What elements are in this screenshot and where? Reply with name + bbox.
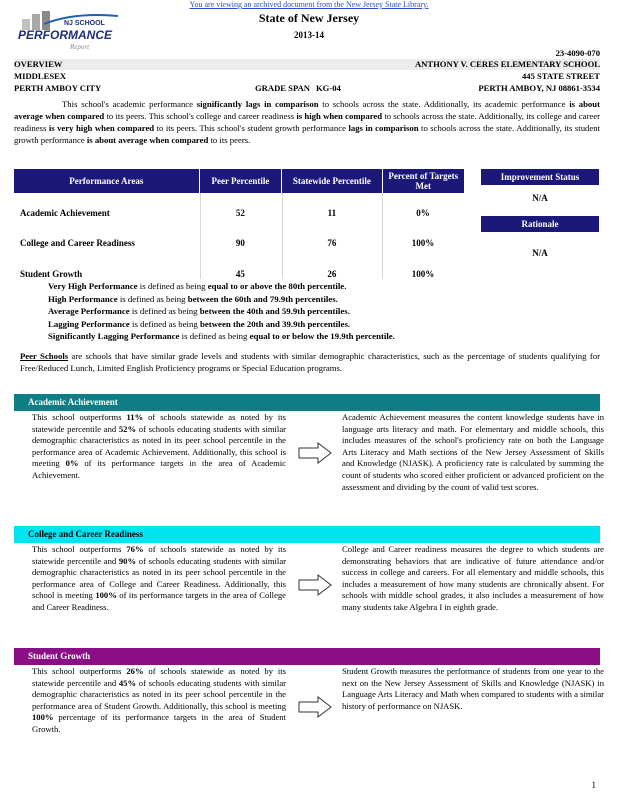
definition-mid: is defined as being (129, 318, 200, 329)
header-peer-percentile: Peer Percentile (199, 169, 282, 193)
body-text: to its peers. (208, 135, 251, 145)
archive-banner-link[interactable]: You are viewing an archived document from the New Jersey State Library. (189, 0, 429, 9)
improvement-status-value: N/A (532, 193, 548, 203)
school-code: 23-4090-070 (555, 48, 600, 58)
right-arrow-icon (298, 696, 332, 718)
row-peer: 90 (235, 238, 245, 248)
section-description: Student Growth measures the performance of students from one year to the next on the New Jersey Assessment of Skills and Knowledge (NJASK) in Language Arts Literacy and Math when compared to students with a similar history of performance on NJASK. (342, 666, 604, 711)
body-text: of schools educating students with similar demographic characteristics as noted in its peer school percentile in the performance area of College and Career Readiness. Additionally, this school is meeting (32, 555, 286, 601)
street-address: 445 STATE STREET (521, 71, 600, 81)
logo-line1: NJ SCHOOL (64, 20, 105, 27)
body-text: of schools statewide as noted by its statewide percentile and (32, 544, 286, 566)
row-statewide: 11 (327, 208, 337, 218)
logo-line2: PERFORMANCE (18, 28, 113, 42)
body-text: of its performance targets in the area of College and Career Readiness. (32, 590, 286, 612)
rationale-header: Rationale (481, 216, 599, 232)
section-school-summary (32, 544, 286, 614)
right-arrow-icon (298, 442, 332, 464)
performance-definitions (48, 280, 588, 343)
emphasis-text: 76% (126, 544, 144, 554)
right-arrow-icon (298, 574, 332, 596)
header-statewide-percentile: Statewide Percentile (282, 169, 382, 193)
performance-summary (14, 98, 600, 146)
body-text: of its performance targets in the area of Academic Achievement. (32, 458, 286, 480)
document-title: State of New Jersey (258, 11, 360, 25)
county: MIDDLESEX (14, 71, 67, 81)
emphasis-text: lags in comparison (348, 123, 419, 133)
body-text: to its peers. This school's college and career readiness (104, 111, 297, 121)
emphasis-text: 0% (65, 458, 79, 469)
performance-table (14, 169, 464, 279)
row-area: Student Growth (20, 269, 83, 279)
header-performance-areas: Performance Areas (14, 169, 199, 193)
definition-term: Significantly Lagging Performance (48, 331, 180, 341)
grade-span-value: KG-04 (316, 83, 341, 93)
emphasis-text: is about average when compared (14, 99, 600, 121)
definition-mid: is defined as being (137, 281, 208, 291)
page-number: 1 (591, 780, 596, 790)
grade-span-label: GRADE SPAN (255, 83, 310, 93)
definition-line (48, 330, 588, 343)
row-statewide: 76 (327, 238, 337, 248)
body-text: This school outperforms (32, 544, 127, 554)
row-area: Academic Achievement (20, 208, 110, 218)
emphasis-text: 100% (32, 712, 54, 723)
row-targets: 0% (416, 208, 430, 218)
body-text: of schools statewide as noted by its statewide percentile and (32, 412, 286, 434)
section-header: College and Career Readiness (14, 526, 600, 543)
definition-term: Very High Performance (48, 281, 138, 291)
section-header: Academic Achievement (14, 394, 600, 411)
section-description: Academic Achievement measures the content knowledge students have in language arts literacy and math. For elementary and middle schools, this includes measures of the school's proficiency rate on both the Language Arts Literacy and Math sections of the New Jersey Assessment of Skills and Knowledge (NJASK). A proficiency rate is calculated by summing the count of students who scored either proficient or advanced proficient on the assessment and dividing by the count of valid test scores. (342, 412, 604, 492)
definition-term: Average Performance (48, 306, 130, 316)
body-text: of schools statewide as noted by its statewide percentile and (32, 666, 286, 688)
body-text: to schools across the state. Additionally, its college and career readiness (14, 111, 600, 133)
emphasis-text: significantly lags in comparison (196, 99, 319, 109)
definition-range: equal to or above the 80th percentile. (207, 281, 347, 291)
emphasis-text: 90% (118, 555, 137, 566)
school-name: ANTHONY V. CERES ELEMENTARY SCHOOL (414, 59, 600, 69)
row-peer: 52 (235, 208, 245, 218)
body-text: to schools across the state. Additionally, its student growth performance (14, 123, 600, 145)
definition-mid: is defined as being (117, 293, 188, 304)
definition-term: Lagging Performance (48, 318, 130, 329)
body-text: to schools across the state. Additionally, its academic performance (318, 99, 570, 109)
emphasis-text: is high when compared (296, 111, 383, 121)
definition-line (48, 305, 588, 318)
peer-schools-note (20, 350, 600, 374)
peer-schools-term: Peer Schools (20, 351, 69, 361)
definition-mid: is defined as being (129, 306, 200, 316)
row-targets: 100% (411, 269, 435, 279)
emphasis-text: is about average when compared (86, 135, 209, 145)
row-area: College and Career Readiness (20, 238, 135, 248)
header-targets-met: Percent of Targets Met (382, 169, 464, 193)
row-statewide: 26 (327, 269, 337, 279)
emphasis-text: 45% (118, 677, 137, 688)
emphasis-text: 11% (126, 412, 144, 422)
row-targets: 100% (411, 238, 435, 248)
emphasis-text: is very high when compared (48, 123, 155, 133)
rationale-value: N/A (532, 248, 548, 258)
logo-line3: Report (70, 43, 90, 51)
definition-range: equal to or below the 19.9th percentile. (249, 331, 395, 341)
body-text: of schools educating students with similar demographic characteristics as noted in its peer school percentile in the performance area of Academic Achievement. Additionally, this school is meeting (32, 423, 286, 469)
body-text: to its peers. This school's student growth performance (154, 123, 349, 133)
emphasis-text: 100% (95, 590, 117, 601)
section-description: College and Career readiness measures the degree to which students are demonstrating behaviors that are indicative of future attendance and/or success in college and careers. For all elementary and middle schools, this includes a measurement of how many students are chronically absent. For schools with middle school grades, it also includes a measurement of how many students take Algebra I in eighth grade. (342, 544, 604, 612)
row-peer: 45 (235, 269, 245, 279)
body-text: of schools educating students with similar demographic characteristics as noted in its peer school percentile in the performance area of Student Growth. Additionally, this school is meeting (32, 677, 286, 711)
body-text: This school outperforms (32, 412, 127, 422)
definition-line (48, 318, 588, 331)
section-school-summary (32, 666, 286, 736)
emphasis-text: 52% (118, 423, 137, 434)
definition-range: between the 60th and 79.9th percentiles. (187, 293, 338, 304)
body-text: percentage of its performance targets in the area of Student Growth. (32, 712, 286, 734)
definition-line (48, 280, 588, 293)
body-text: This school's academic performance (62, 99, 197, 109)
section-header: Student Growth (14, 648, 600, 665)
emphasis-text: 26% (126, 666, 144, 676)
district: PERTH AMBOY CITY (14, 83, 102, 93)
definition-mid: is defined as being (179, 331, 250, 341)
city-state-zip: PERTH AMBOY, NJ 08861-3534 (478, 83, 600, 93)
definition-range: between the 40th and 59.9th percentiles. (199, 306, 350, 316)
section-school-summary (32, 412, 286, 482)
school-year: 2013-14 (294, 30, 324, 40)
definition-range: between the 20th and 39.9th percentiles. (199, 318, 351, 329)
peer-schools-text: are schools that have similar grade levels and students with similar demographic characteristics, such as the percentage of students qualifying for Free/Reduced Lunch, Limited English Proficiency programs or Special Education programs. (20, 351, 600, 373)
definition-line (48, 293, 588, 306)
definition-term: High Performance (48, 293, 118, 304)
improvement-status-header: Improvement Status (481, 169, 599, 185)
body-text: This school outperforms (32, 666, 127, 676)
overview-label: OVERVIEW (14, 59, 63, 69)
